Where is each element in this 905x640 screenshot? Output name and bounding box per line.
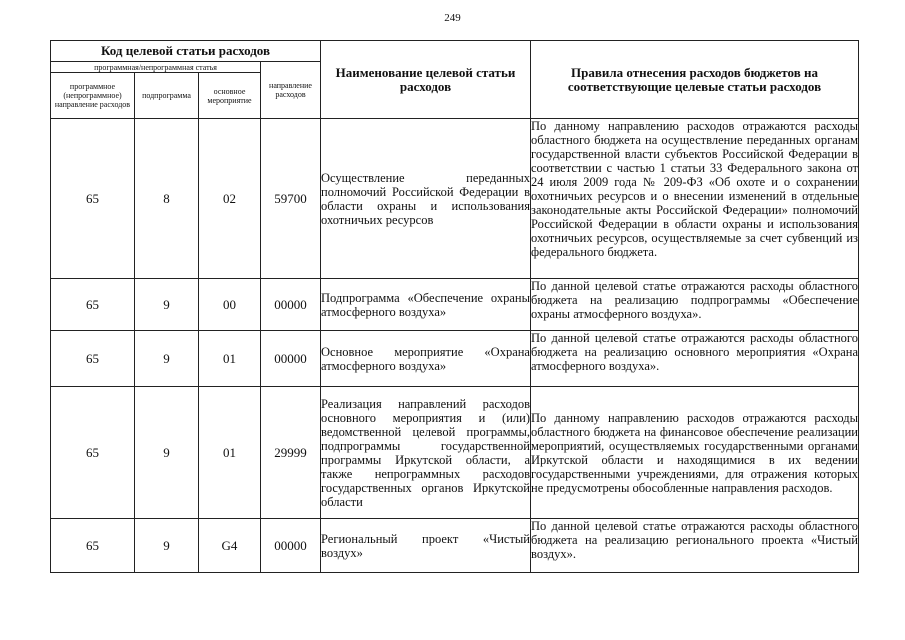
direction-code: 00000 <box>261 519 321 573</box>
header-name: Наименование целевой статьи расходов <box>321 41 531 119</box>
main-event-code: 01 <box>199 331 261 387</box>
article-rule: По данной целевой статье отражаются расходы областного бюджета на реализацию основного мероприятия «Охрана атмосферного воздуха». <box>531 331 859 387</box>
program-code: 65 <box>51 279 135 331</box>
direction-code: 29999 <box>261 387 321 519</box>
header-main-event: основное мероприятие <box>199 73 261 119</box>
program-code: 65 <box>51 119 135 279</box>
main-event-code: 02 <box>199 119 261 279</box>
table-row <box>51 519 859 573</box>
subprogram-code: 9 <box>135 279 199 331</box>
article-name: Региональный проект «Чистый воздух» <box>321 519 531 573</box>
article-name: Подпрограмма «Обеспечение охраны атмосферного воздуха» <box>321 279 531 331</box>
direction-code: 00000 <box>261 331 321 387</box>
direction-code: 59700 <box>261 119 321 279</box>
article-rule: По данной целевой статье отражаются расходы областного бюджета на реализацию регионального проекта «Чистый воздух». <box>531 519 859 573</box>
article-name: Реализация направлений расходов основного мероприятия и (или) ведомственной целевой программы, подпрограммы государственной программы Иркутской области, а также непрограммных расходов государственных органов Иркутской области <box>321 387 531 519</box>
subprogram-code: 9 <box>135 331 199 387</box>
subprogram-code: 9 <box>135 387 199 519</box>
target-articles-table <box>50 40 859 573</box>
table-row <box>51 279 859 331</box>
header-subprogram: подпрограмма <box>135 73 199 119</box>
main-event-code: 01 <box>199 387 261 519</box>
subprogram-code: 8 <box>135 119 199 279</box>
main-event-code: G4 <box>199 519 261 573</box>
header-program-group: программная/непрограммная статья <box>51 62 261 73</box>
direction-code: 00000 <box>261 279 321 331</box>
article-name: Осуществление переданных полномочий Российской Федерации в области охраны и использования охотничьих ресурсов <box>321 119 531 279</box>
article-name: Основное мероприятие «Охрана атмосферного воздуха» <box>321 331 531 387</box>
header-rules: Правила отнесения расходов бюджетов на соответствующие целевые статьи расходов <box>531 41 859 119</box>
subprogram-code: 9 <box>135 519 199 573</box>
header-direction: направление расходов <box>261 62 321 119</box>
page-number: 249 <box>444 12 461 24</box>
program-code: 65 <box>51 519 135 573</box>
header-program: программное (непрограммное) направление расходов <box>51 73 135 119</box>
program-code: 65 <box>51 387 135 519</box>
table-row <box>51 119 859 279</box>
article-rule: По данному направлению расходов отражаются расходы областного бюджета на финансовое обеспечение реализации мероприятий, осуществляемых государственными органами Иркутской области и находящимися в их ведении государственными учреждениями, для отражения которых не предусмотрены обособленные направления расходов. <box>531 387 859 519</box>
article-rule: По данной целевой статье отражаются расходы областного бюджета на реализацию подпрограммы «Обеспечение охраны атмосферного воздуха». <box>531 279 859 331</box>
table-row <box>51 387 859 519</box>
program-code: 65 <box>51 331 135 387</box>
article-rule: По данному направлению расходов отражаются расходы областного бюджета на осуществление переданных органам государственной власти субъектов Российской Федерации в соответствии с частью 1 статьи 33 Федерального закона от 24 июля 2009 года № 209-ФЗ «Об охоте и о сохранении охотничьих ресурсов и о внесении изменений в отдельные законодательные акты Российской Федерации» полномочий Российской Федерации в области охраны и использования охотничьих ресурсов, осуществляемые за счет субвенций из федерального бюджета. <box>531 119 859 279</box>
main-event-code: 00 <box>199 279 261 331</box>
header-code-group: Код целевой статьи расходов <box>51 41 321 62</box>
table-row <box>51 331 859 387</box>
